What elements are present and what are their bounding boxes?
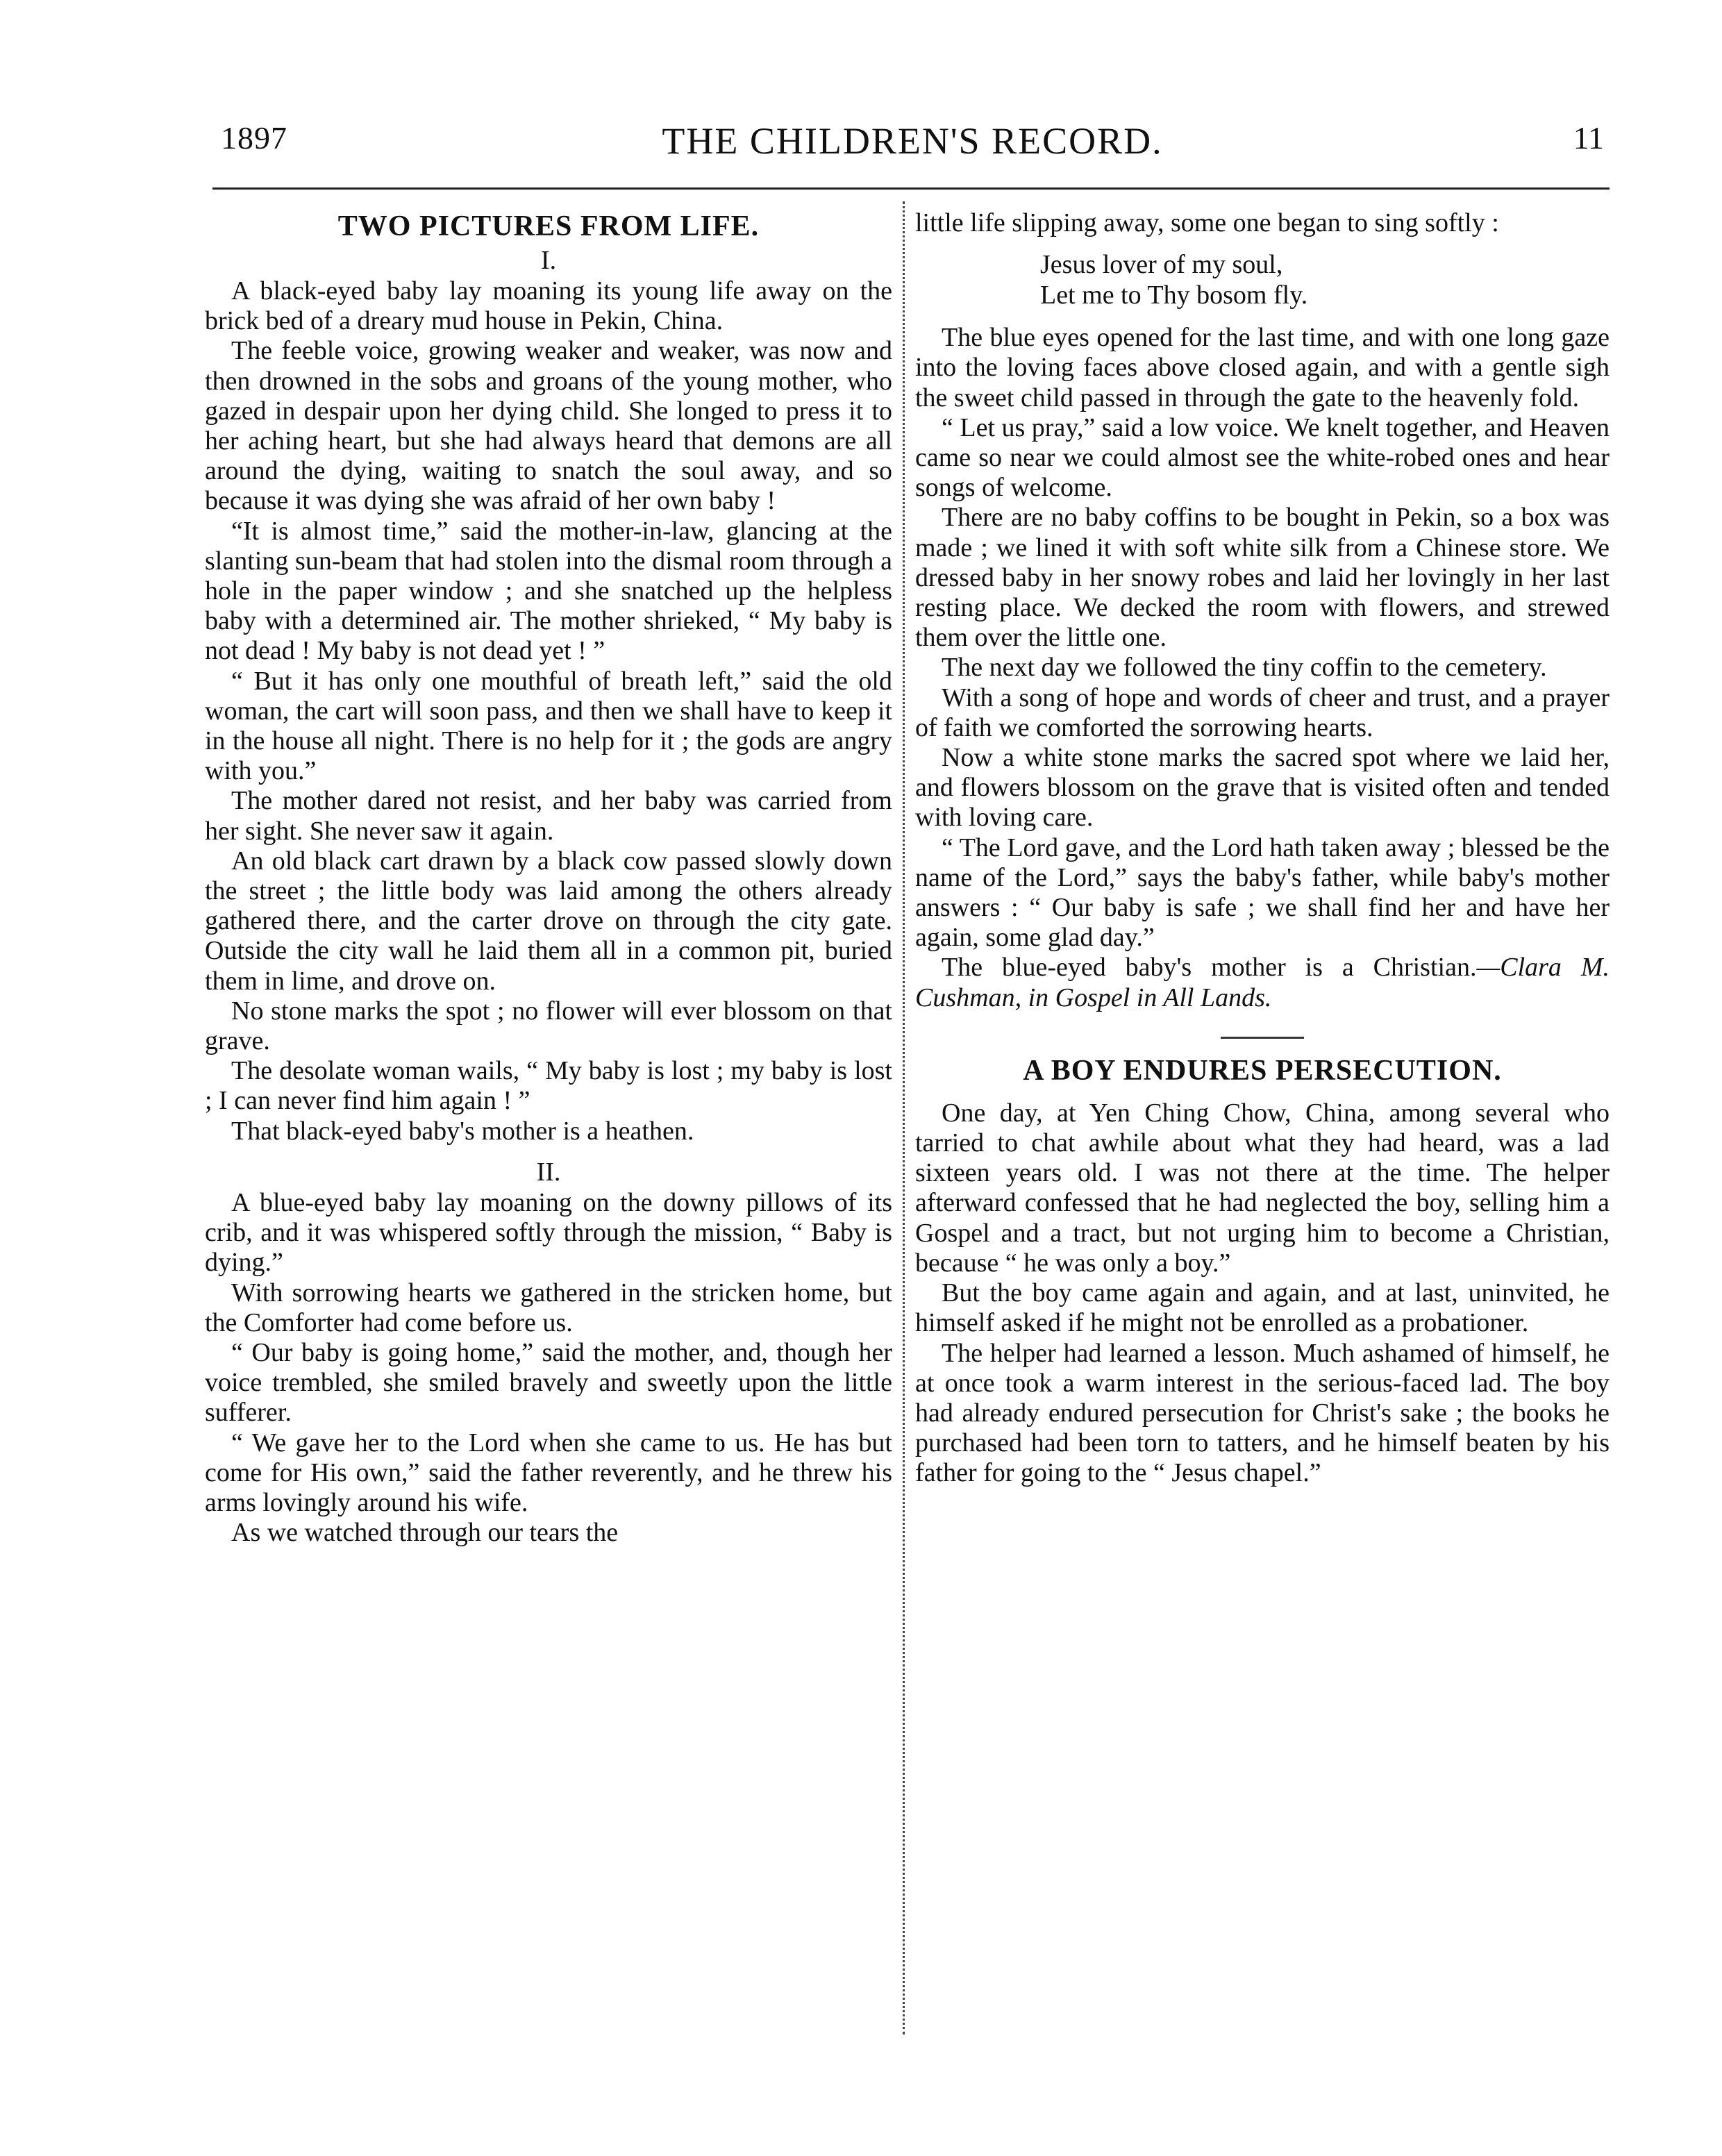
hymn-verse (1040, 249, 1610, 310)
paragraph: No stone marks the spot ; no flower will ever blossom on that grave. (205, 996, 892, 1056)
paragraph: The blue eyes opened for the last time, and with one long gaze into the loving faces above closed again, and with a gentle sigh the sweet child passed in through the gate to the heavenly fold. (915, 323, 1610, 412)
page-header (221, 119, 1604, 161)
verse-line: Jesus lover of my soul, (1040, 250, 1283, 280)
paragraph: A black-eyed baby lay moaning its young life away on the brick bed of a dreary mud house in Pekin, China. (205, 276, 892, 336)
paragraph: “ Let us pray,” said a low voice. We knelt together, and Heaven came so near we could almost see the white-robed ones and hear songs of welcome. (915, 412, 1610, 503)
paragraph-continuation: little life slipping away, some one began to sing softly : (915, 208, 1499, 237)
right-column (915, 208, 1610, 1489)
paragraph: “ Our baby is going home,” said the mother, and, though her voice trembled, she smiled bravely and sweetly upon the little sufferer. (205, 1337, 892, 1428)
left-column (205, 208, 892, 1548)
author-credit: —Clara M. Cushman, in Gospel in All Lands. (915, 953, 1610, 1012)
paragraph: One day, at Yen Ching Chow, China, among several who tarried to chat awhile about what they had heard, was a lad sixteen years old. I was not there at the time. The helper afterward confessed that he had neglected the boy, selling him a Gospel and a tract, but not urging him to become a Christian, because “ he was only a boy.” (915, 1098, 1610, 1278)
paragraph: “ The Lord gave, and the Lord hath taken away ; blessed be the name of the Lord,” says the baby's father, while baby's mother answers : “ Our baby is safe ; we shall find her and have her again, some glad day.” (915, 833, 1610, 953)
paragraph: That black-eyed baby's mother is a heathen. (231, 1116, 694, 1146)
paragraph: “It is almost time,” said the mother-in-law, glancing at the slanting sun-beam that had stolen into the dismal room through a hole in the paper window ; and she snatched up the helpless baby with a determined air. The mother shrieked, “ My baby is not dead ! My baby is not dead yet ! ” (205, 516, 892, 666)
verse-line: Let me to Thy bosom fly. (1040, 281, 1308, 310)
closing-text: The blue-eyed baby's mother is a Christian. (942, 953, 1477, 983)
paragraph: There are no baby coffins to be bought in Pekin, so a box was made ; we lined it with soft white silk from a Chinese store. We dressed baby in her snowy robes and laid her lovingly in her last resting place. We decked the room with flowers, and strewed them over the little one. (915, 503, 1610, 653)
column-divider (903, 201, 905, 2034)
paragraph: But the boy came again and again, and at last, uninvited, he himself asked if he might not be enrolled as a probationer. (915, 1278, 1610, 1338)
paragraph: With a song of hope and words of cheer and trust, and a prayer of faith we comforted the sorrowing hearts. (915, 683, 1610, 742)
paragraph: “ But it has only one mouthful of breath left,” said the old woman, the cart will soon pass, and then we shall have to keep it in the house all night. There is no help for it ; the gods are angry with you.” (205, 666, 892, 786)
section-heading-ii: II. (536, 1157, 561, 1187)
paragraph: With sorrowing hearts we gathered in the stricken home, but the Comforter had come before us. (205, 1278, 892, 1337)
paragraph: An old black cart drawn by a black cow passed slowly down the street ; the little body was laid among the others already gathered there, and the carter drove on through the city gate. Outside the city wall he laid them all in a common pit, buried them in lime, and drove on. (205, 846, 892, 996)
paragraph: As we watched through our tears the (231, 1518, 619, 1548)
closing-paragraph (915, 953, 1610, 1012)
paragraph: The mother dared not resist, and her baby was carried from her sight. She never saw it again. (205, 786, 892, 846)
paragraph: The desolate woman wails, “ My baby is lost ; my baby is lost ; I can never find him again ! ” (205, 1056, 892, 1116)
paragraph: The next day we followed the tiny coffin to the cemetery. (942, 653, 1547, 683)
section-heading-i: I. (540, 246, 557, 275)
journal-title: THE CHILDREN'S RECORD. (662, 120, 1163, 162)
paragraph: The helper had learned a lesson. Much ashamed of himself, he at once took a warm interest in the serious-faced lad. The boy had already endured persecution for Christ's sake ; the books he purchased had been torn to tatters, and he himself beaten by his father for going to the “ Jesus chapel.” (915, 1338, 1610, 1488)
paragraph: “ We gave her to the Lord when she came to us. He has but come for His own,” said the father reverently, and he threw his arms lovingly around his wife. (205, 1428, 892, 1517)
page-number: 11 (1573, 120, 1604, 156)
article-title-boy-endures: A BOY ENDURES PERSECUTION. (1023, 1054, 1502, 1087)
article-title-two-pictures: TWO PICTURES FROM LIFE. (337, 210, 760, 242)
header-rule (212, 187, 1610, 190)
article-separator (1221, 1037, 1304, 1039)
paragraph: A blue-eyed baby lay moaning on the downy pillows of its crib, and it was whispered softly through the mission, “ Baby is dying.” (205, 1187, 892, 1278)
paragraph: The feeble voice, growing weaker and weaker, was now and then drowned in the sobs and groans of the young mother, who gazed in despair upon her dying child. She longed to press it to her aching heart, but she had always heard that demons are all around the dying, waiting to snatch the soul away, and so because it was dying she was afraid of her own baby ! (205, 336, 892, 516)
paragraph: Now a white stone marks the sacred spot where we laid her, and flowers blossom on the grave that is visited often and tended with loving care. (915, 743, 1610, 833)
header-year: 1897 (221, 120, 287, 156)
